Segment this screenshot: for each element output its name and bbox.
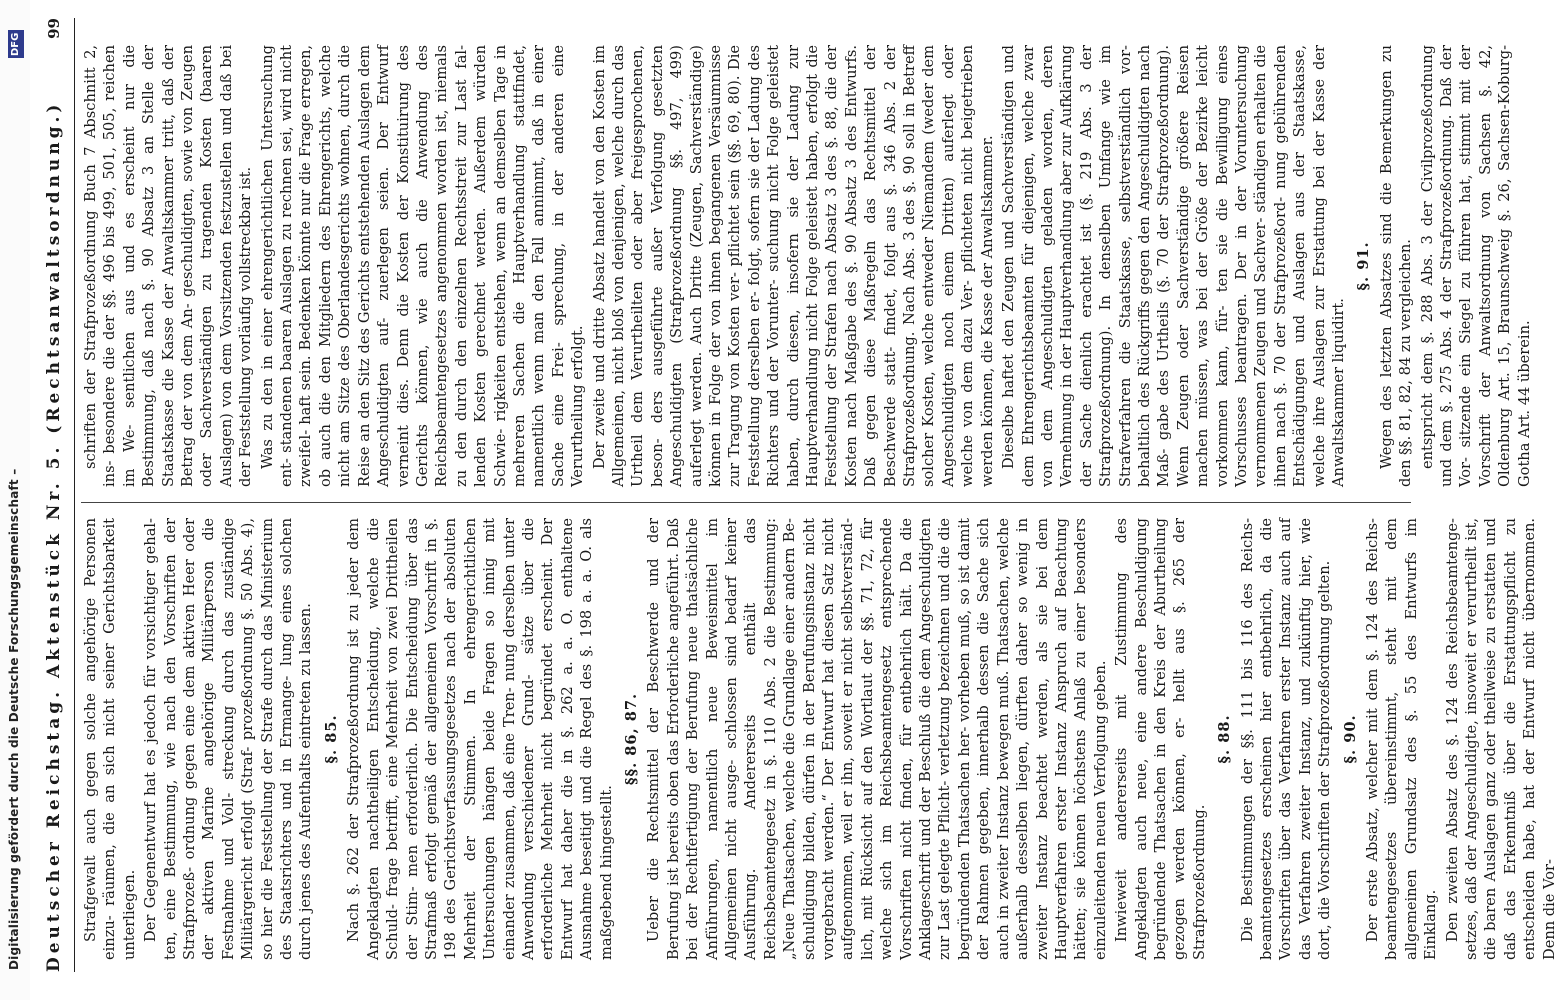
paragraph: Dieselbe haftet den Zeugen und Sachverständigen und dem Ehrengerichtsbeamten für diejenigen, welche zwar von dem Angeschuldigten geladen worden, deren Vernehmung in der Hauptverhandlung aber zur Aufklärung der Sache dienlich erachtet ist (§. 219 Abs. 3 der Strafprozeßordnung). In denselben Umfange wie im Strafverfahren die Staatskasse, selbstverständlich vor- behaltlich des Rückgriffs gegen den Angeschuldigten nach Maß- gabe des Urtheils (§. 70 der Strafprozeßordnung). Wenn Zeugen oder Sachverständige größere Reisen machen müssen, was bei der Größe der Bezirke leicht vorkommen kann, für- ten sie die Bewilligung eines Vorschusses beantragen. Der in der Voruntersuchung vernommenen Zeugen und Sachver- ständigen erhalten die ihnen nach §. 70 der Strafprozeßord- nung gebührenden Entschädigungen und Auslagen aus der Staatskasse, welche ihre Auslagen zur Erstattung bei der Kasse der Anwaltskammer liquidirt. (1000, 45, 1347, 487)
section-heading: §. 90. (1341, 714, 1359, 764)
paragraph: Die Bestimmungen der §§. 111 bis 116 des Reichs- beamtengesetzes erscheinen hier entbehrlich, da die Vorschriften über das Verfahren erster Instanz auch auf das Verfahren zweiter Instanz, und zukünftig hier, wie dort, die Vorschriften der Strafprozeßordnung gelten. (1238, 518, 1334, 960)
paragraph: Strafgewalt auch gegen solche angehörige Personen einzu- räumen, die an sich nicht seiner Gerichtsbarkeit unterliegen. (82, 518, 138, 960)
scanned-page (30, 0, 1558, 1000)
paragraph: Der erste Absatz, welcher mit dem §. 124 des Reichs- beamtengesetzes übereinstimmt, steht mit dem allgemeinen Grundsatz des §. 55 des Entwurfs im Einklang. (1364, 518, 1440, 960)
column-divider (81, 502, 1411, 503)
paragraph: Wegen des letzten Absatzes sind die Bemerkungen zu den §§. 81, 82, 84 zu vergleichen. (1377, 45, 1415, 487)
running-header (44, 18, 75, 972)
paragraph: schriften der Strafprozeßordnung Buch 7 Abschnitt 2, ins- besondere die der §§. 496 bis 499, 501, 505, reichen im We- sentlichen aus und es erscheint nur die Bestimmung, daß nach §. 90 Absatz 3 an Stelle der Staatskasse die Kasse der Anwaltskammer tritt, daß der Betrag der von dem An- geschuldigten, sowie von Zeugen oder Sachverständigen zu tragenden Kosten (baaren Auslagen) von dem Vorsitzenden festzustellen und daß bei der Feststellung vorläufig vollstreckbar ist. (82, 45, 255, 487)
section-heading: §§. 86, 87. (622, 692, 640, 786)
paragraph: Der Gegenentwurf hat es jedoch für vorsichtiger gehal- ten, eine Bestimmung, wie nach den Vorschriften der Strafprozeß- ordnung gegen eine dem aktiven Heer oder der aktiven Marine angehörige Militärperson die Festnahme und Voll- streckung durch das zuständige Militärgericht erfolgt (Straf- prozeßordnung §. 50 Abs. 4), so hier die Feststellung der Strafe durch das Ministerium des Staatsrichters und in Ermange- lung eines solchen durch jenes des Aufenthalts eintreten zu lassen. (142, 518, 315, 960)
paragraph: Ueber die Rechtsmittel der Beschwerde und der Berufung ist bereits oben das Erforderliche angeführt. Daß bei der Rechtfertigung der Berufung neue thatsächliche Anführungen, namentlich neue Beweismittel im Allgemeinen nicht ausge- schlossen sind bedarf keiner Ausführung. Andererseits enthält das Reichsbeamtengesetz in §. 110 Abs. 2 die Bestimmung: „Neue Thatsachen, welche die Grundlage einer andern Be- schuldigung bilden, dürfen in der Berufungsinstanz nicht vorgebracht werden.“ Der Entwurf hat diesen Satz nicht aufgenommen, weil er ihn, soweit er nicht selbstverständ- lich, mit Rücksicht auf den Wortlaut der §§. 71, 72, für welche sich im Reichsbeamtengesetz entsprechende Vorschriften nicht finden, für entbehrlich hält. Da die Anklageschrift und der Beschluß die dem Angeschuldigten zur Last gelegte Pflicht- verletzung bezeichnen und die die begründenden Thatsachen her- vorheben muß, so ist damit der Rahmen gegeben, innerhalb dessen die Sache sich auch in zweiter Instanz bewegen muß. Thatsachen, welche außerhalb desselben liegen, dürften daher so wenig in zweiter Instanz beachtet werden, als sie bei dem Hauptverfahren erster Instanz Anspruch auf Beachtung hätten; sie können höchstens Anlaß zu einer besonders einzuleitenden neuen Verfolgung geben. (645, 518, 1109, 960)
section-heading: §. 85. (322, 714, 340, 764)
left-column (81, 506, 1558, 972)
digitization-sidebar (0, 0, 30, 1000)
paragraph: Nach §. 262 der Strafprozeßordnung ist zu jeder dem Angeklagten nachtheiligen Entscheidung, welche die Schuld- frage betrifft, eine Mehrheit von zwei Drittheilen der Stim- men erforderlich. Die Entscheidung über das Strafmaß erfolgt gemäß der allgemeinen Vorschrift in §. 198 des Gerichtsverfassungsgesetzes nach der absoluten Mehrheit der Stimmen. In ehrengerichtlichen Untersuchungen hängen beide Fragen so innig mit einander zusammen, daß eine Tren- nung derselben unter Anwendung verschiedener Grund- sätze über die erforderliche Mehrheit nicht begründet erscheint. Der Entwurf hat daher die in §. 262 a. a. O. enthaltene Ausnahme beseitigt und die Regel des §. 198 a. a. O. als maßgebend hingestellt. (345, 518, 615, 960)
section-heading: §. 91. (1355, 241, 1373, 291)
dfg-logo-icon: DFG (8, 30, 24, 58)
section-heading: §. 88. (1216, 714, 1234, 764)
right-column (81, 33, 1533, 499)
digitization-credit: Digitalisierung gefördert durch die Deutsche Forschungsgemeinschaft – (7, 468, 21, 970)
header-title: Deutscher Reichstag. Aktenstück Nr. 5. (Rechtsanwaltsordnung.) (44, 100, 64, 972)
page-content (30, 0, 1558, 1000)
paragraph: Der zweite und dritte Absatz handelt von den Kosten im Allgemeinen, nicht bloß von denjenigen, welche durch das Urtheil dem Verurtheilten oder aber freigesprochenen, beson- ders ausgeführte außer Verfolgung gesetzten Angeschuldigten (Strafprozeßordnung §§. 497, 499) auferlegt werden. Auch Dritte (Zeugen, Sachverständige) können in Folge der von ihnen begangenen Versäumnisse zur Tragung von Kosten ver- pflichtet sein (§§. 69, 80). Die Feststellung derselben er- folgt, sofern sie der Ladung des Richters und der Vorunter- suchung nicht Folge geleistet haben, durch diesen, insofern sie der Ladung zur Hauptverhandlung nicht Folge geleistet haben, erfolgt die Feststellung der Strafen nach Absatz 3 des §. 88, die der Kosten nach Maßgabe des §. 90 Absatz 3 des Entwurfs. Daß gegen diese Maßregeln das Rechtsmittel der Beschwerde statt- findet, folgt aus §. 346 Abs. 2 der Strafprozeßordnung. Nach Abs. 3 des §. 90 soll in Betreff solcher Kosten, welche entweder Niemandem (weder dem Angeschuldigten noch einem Dritten) auferlegt oder welche von dem dazu Ver- pflichteten nicht beigetrieben werden können, die Kasse der Anwaltskammer. (590, 45, 996, 487)
paragraph: Was zu den in einer ehrengerichtlichen Untersuchung ent- standenen baaren Auslagen zu rechnen sei, wird nicht zweifel- haft sein. Bedenken könnte nur die Frage erregen, ob auch die den Mitgliedern des Ehrengerichts, welche nicht am Sitze des Oberlandesgerichts wohnen, durch die Reise an den Sitz des Gerichts entstehenden Auslagen dem Angeschuldigten auf- zuerlegen seien. Der Entwurf verneint dies. Denn die Kosten der Konstituirung des Gerichts können, wie auch die Anwendung des Reichsbeamtengesetzes angenommen worden ist, niemals zu den durch den einzelnen Rechtsstreit zur Last fal- lenden Kosten gerechnet werden. Außerdem würden Schwie- rigkeiten entstehen, wenn an demselben Tage in mehreren Sachen die Hauptverhandlung stattfindet, namentlich wenn man den Fall annimmt, daß in einer Sache eine Frei- sprechung, in der anderen eine Verurtheilung erfolgt. (258, 45, 587, 487)
paragraph: Inwieweit andererseits mit Zustimmung des Angeklagten auch neue, eine andere Beschuldigung begründende Thatsachen in den Kreis der Aburtheilung gezogen werden können, er- hellt aus §. 265 der Strafprozeßordnung. (1113, 518, 1208, 960)
page-number: 99 (45, 18, 63, 39)
text-columns (81, 18, 1558, 972)
paragraph: entspricht dem §. 288 Abs. 3 der Civilprozeßordnung und dem §. 275 Abs. 4 der Strafprozeßordnung. Daß der Vor- sitzende ein Siegel zu führen hat, stimmt mit der Vorschrift der Anwaltsordnung von Sachsen §. 42, Oldenburg Art. 15, Braunschweig §. 26, Sachsen-Koburg- Gotha Art. 44 überein. (1418, 45, 1533, 487)
paragraph: Den zweiten Absatz des §. 124 des Reichsbeamtenge- setzes, daß der Angeschuldigte, insoweit er verurtheilt ist, die baren Auslagen ganz oder theilweise zu erstatten und daß das Erkenntniß über die Erstattungspflicht zu entscheiden habe, hat der Entwurf nicht übernommen. Denn die Vor- (1443, 518, 1558, 960)
